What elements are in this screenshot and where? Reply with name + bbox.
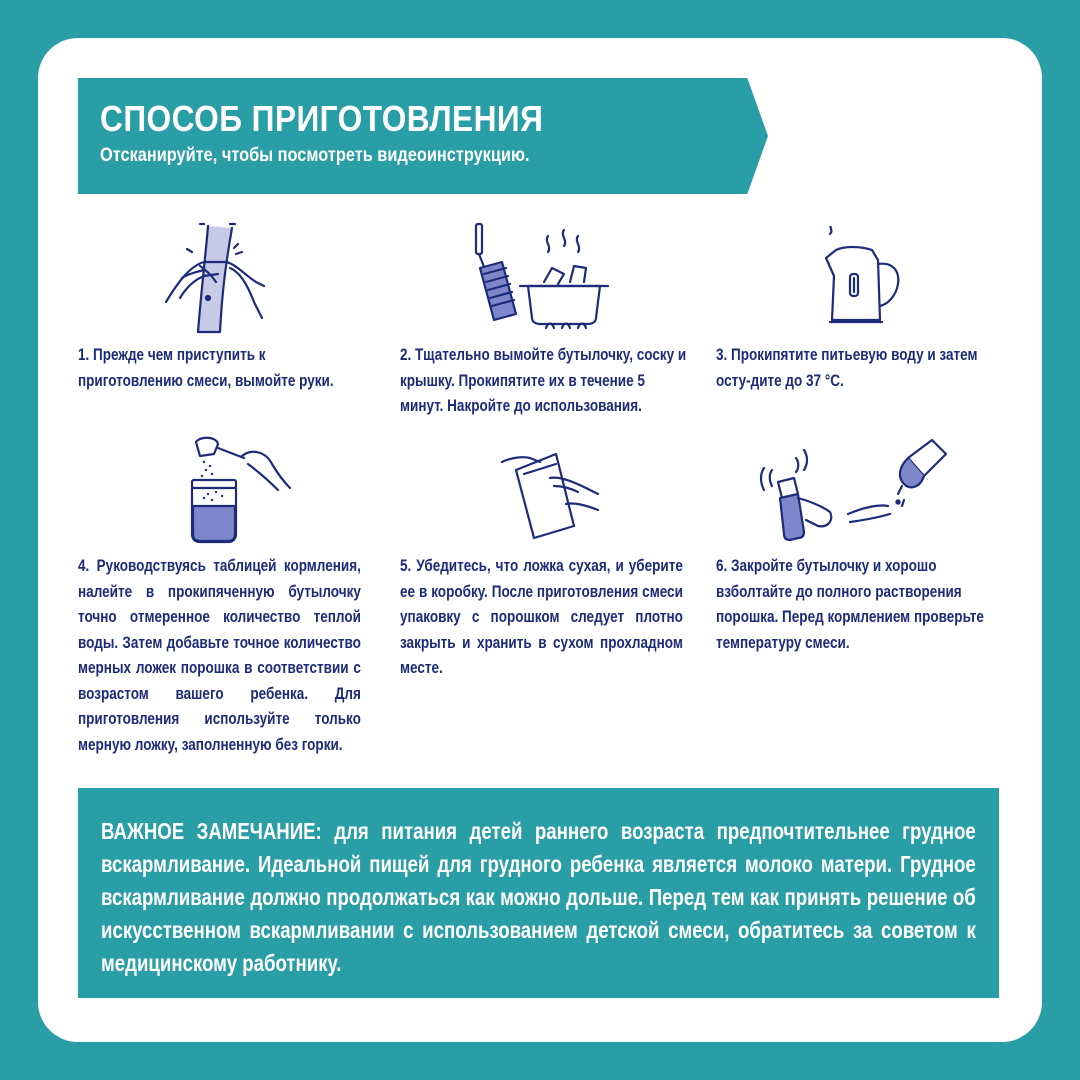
step-1-text: 1. Прежде чем приступить к приготовлению смеси, вымойте руки. [78, 346, 334, 390]
step-4-text: 4. Руководствуясь таблицей кормления, налейте в прокипяченную бутылочку точно отмеренное количество теплой воды. Затем добавьте точное количество мерных ложек порошка в соответствии с возрастом вашего ребенка. Для приготовления используйте только мерную ложку, заполненную без горки. [78, 557, 361, 754]
kettle-icon [820, 226, 910, 326]
step-6-text: 6. Закройте бутылочку и хорошо взболтайте до полного растворения порошка. Перед кормлением проверьте температуру смеси. [716, 557, 984, 652]
bottle-brush-pot-icon [472, 222, 612, 332]
important-note-lead: ВАЖНОЕ ЗАМЕЧАНИЕ: [101, 818, 322, 844]
important-note [101, 815, 976, 980]
hand-washing-icon [160, 222, 270, 334]
step-3-text: 3. Прокипятите питьевую воду и затем осту-дите до 37 °С. [716, 346, 978, 390]
scoop-powder-bottle-icon [186, 434, 294, 544]
important-note-body: для питания детей раннего возраста предпочтительнее грудное вскармливание. Идеальной пищей для грудного ребенка является молоко матери. Грудное вскармливание должно продолжаться как можно дольше. Перед тем как принять решение об искусственном вскармливании с использованием детской смеси, обратитесь за советом к медицинскому работнику. [101, 818, 976, 976]
page-subtitle: Отсканируйте, чтобы посмотреть видеоинструкцию. [100, 145, 530, 166]
package-hand-icon [500, 444, 600, 540]
step-2-text: 2. Тщательно вымойте бутылочку, соску и крышку. Прокипятите их в течение 5 минут. Накройте до использования. [400, 346, 687, 415]
shake-bottle-test-icon [758, 436, 954, 548]
step-5-text: 5. Убедитесь, что ложка сухая, и уберите ее в коробку. После приготовления смеси упаковку с порошком следует плотно закрыть и хранить в сухом прохладном месте. [400, 557, 683, 677]
page-title: СПОСОБ ПРИГОТОВЛЕНИЯ [100, 98, 544, 139]
